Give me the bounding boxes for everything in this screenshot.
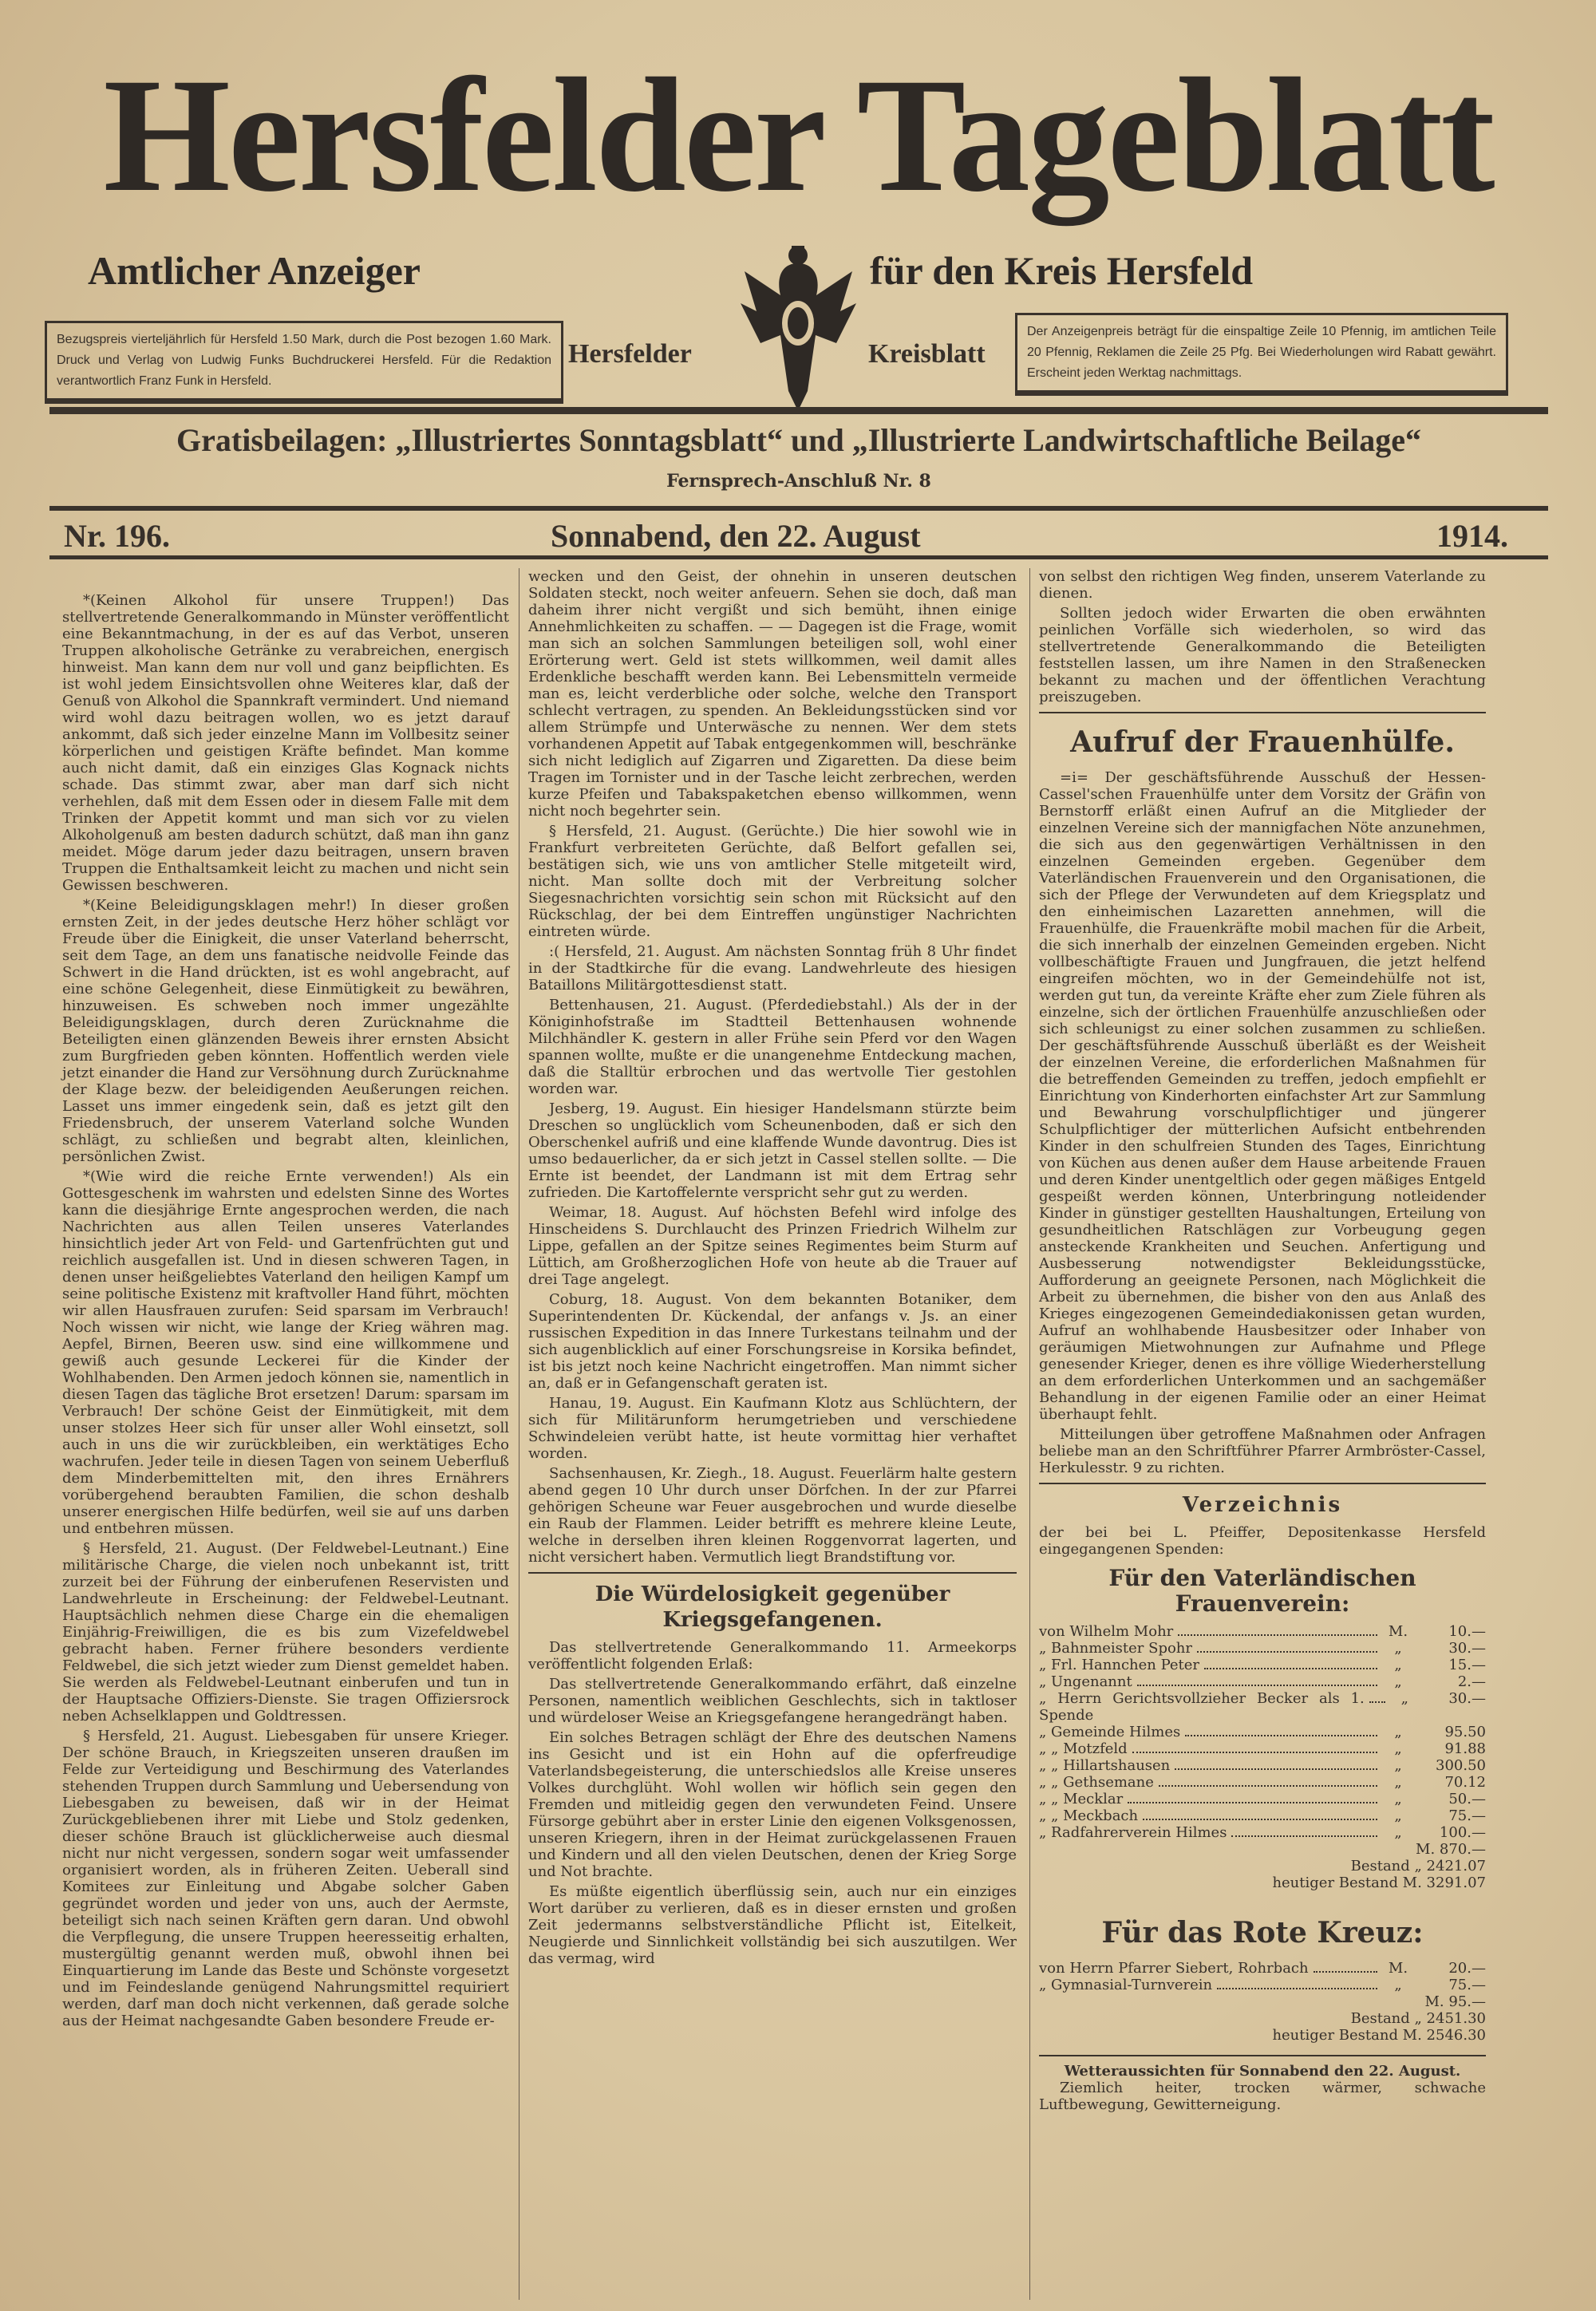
dot-leader (1132, 1752, 1377, 1753)
article-paragraph: Ein solches Betragen schlägt der Ehre des deutschen Namens ins Gesicht und ist ein Hohn auf die opferfreudige Vaterlandsbegeisterung, die unterschiedslos alle Kreise unseres Volkes durchglüht. Wohl wollen wir höflich sein gegen den Fremden und mitleidig gegen den verwundeten Feind. Unsere Fürsorge gebührt aber in erster Linie den eigenen Volksgenossen, unseren Kriegern, ihren in der Heimat zurückgelassenen Frauen und Kindern und all den vielen Deutschen, denen der Krieg Sorge und Not brachte. (528, 1729, 1017, 1880)
currency: „ (1394, 1757, 1402, 1774)
frauenverein-title: Für den Vaterländischen Frauenverein: (1108, 1565, 1416, 1617)
dot-leader (1137, 1685, 1377, 1686)
dateline-bottom-rule (49, 555, 1548, 559)
donor-name: „ Gymnasial-Turnverein (1039, 1977, 1213, 1993)
dot-leader (1204, 1668, 1377, 1669)
donation-amount: 91.88 (1444, 1740, 1486, 1757)
subscription-info-box: Bezugspreis vierteljährlich für Hersfeld 1.50 Mark, durch die Post bezogen 1.60 Mark. Druck und Verlag von Ludwig Funks Buchdruckerei Hersfeld. Für die Redaktion verantwortlich Franz Funk in Hersfeld. (45, 321, 563, 401)
news-item: Coburg, 18. August. Von dem bekannten Botaniker, dem Superintendenten Dr. Kückendal, der anfangs v. Js. an einer russischen Expedition in das Innere Turkestans teilnahm und der sich augenblicklich auf einer Forschungsreise in Korsika befindet, ist bis jetzt noch keine Nachricht eingetroffen. Man nimmt sicher an, daß er in Gefangenschaft geraten ist. (528, 1291, 1017, 1392)
donation-amount: 30.— (1448, 1640, 1486, 1657)
article-insult-lawsuits: *(Keine Beleidigungsklagen mehr!) In dieser großen ernsten Zeit, in der jedes deutsche Herz höher schlägt vor Freude über die Einigkeit, die unser Vaterland beherrscht, seit dem Tage, an dem uns fanatische neidvolle Feinde das Schwert in die Hand drückten, ist es wohl angebracht, auf eine schöne Gelegenheit, diese Einmütigkeit zu bewähren, hinzuweisen. Es schweben noch immer ungezählte Beleidigungsklagen, durch deren Zurücknahme die Beteiligten einen glänzenden Beweis ihrer ernsten Absicht zum Burgfrieden geben könnten. Hoffentlich werden viele jetzt einander die Hand zur Versöhnung durch Zurücknahme der Klage bezw. der beleidigenden Aeußerungen reichen. Lasset uns immer eingedenk sein, daß es jetzt gilt den Friedensbruch, der unserem Vaterland solche Wunden schlägt, zu schließen und begrabt alten, kleinlichen, persönlichen Zwist. (62, 897, 509, 1165)
donor-name: „ Frl. Hannchen Peter (1039, 1657, 1200, 1673)
dot-leader (1175, 1768, 1377, 1770)
donor-name: „ Radfahrerverein Hilmes (1039, 1824, 1227, 1841)
donation-row (1039, 1740, 1486, 1757)
donor-name: „ „ Gethsemane (1039, 1774, 1154, 1791)
masthead-divider (49, 407, 1548, 414)
dot-leader (1314, 1971, 1377, 1973)
news-item: Jesberg, 19. August. Ein hiesiger Handelsmann stürzte beim Dreschen so unglücklich vom Scheunenboden, daß er sich den Oberschenkel aufriß und eine klaffende Wunde davontrug. Dies ist umso bedauerlicher, da er sich jetzt in Cassel stellen sollte. — Die Ernte ist beendet, der Landmann ist mit dem Ertrag sehr zufrieden. Die Kartoffelernte verspricht sehr gut zu werden. (528, 1100, 1017, 1201)
currency: „ (1394, 1774, 1402, 1791)
appeal-paragraph: =i= Der geschäftsführende Ausschuß der Hessen-Cassel'schen Frauenhülfe unter dem Vorsitz der Gräfin von Bernstorff erläßt einen Aufruf an die Mitglieder der einzelnen Vereine sich der mannigfachen Nöte anzunehmen, die sich aus den gegenwärtigen Verhältnissen in den einzelnen Gemeinden ergeben. Gegenüber dem Vaterländischen Frauenverein und den Organisationen, die sich der Pflege der Verwundeten auf dem Kriegsplatz und den einheimischen Lazaretten annehmen, will die Frauenhülfe, die Frauenkräfte mobil machen für die Arbeit, die sich innerhalb der einzelnen Gemeinden ergeben. Nicht vollbeschäftigte Frauen und Jungfrauen, die jetzt helfend eingreifen möchten, wo in der Gemeindehülfe not ist, werden gut tun, da vereinte Kräfte eher zum Ziele führen als einzelne, sich der örtlichen Frauenhülfe anzuschließen oder sich schleunigst zu einer solchen zusammen zu schließen. Der geschäftsführende Ausschuß überläßt es der Weisheit der einzelnen Vereine, die erforderlichen Maßnahmen für die betreffenden Gemeinden zu treffen, jedoch empfiehlt er Einrichtung von Kinderhorten einfachster Art zur Sammlung und Bewahrung vorschulpflichtiger und jüngerer Schulpflichtiger der mütterlichen Aufsicht entbehrenden Kinder in den schulfreien Stunden des Tages, Einrichtung von Küchen aus denen außer dem Hause arbeitende Frauen und deren Kinder unentgeltlich oder gegen mäßiges Entgeld gespeißt werden können, Unterbringung notleidender Kinder in günstiger gestellten Haushaltungen, Erteilung von gesundheitlichen Ratschlägen zur Vorbeugung gegen ansteckende Krankheiten und Seuchen. Anfertigung und Ausbesserung notwendigster Bekleidungsstücke, Aufforderung an geeignete Personen, nach Möglichkeit die Arbeit zu übernehmen, die bisher von den aus Anlaß des Krieges eingezogenen Gemeindediakonissen getan wurden, Aufruf an wohlhabende Hausbesitzer oder Inhaber von geräumigen Mietwohnungen zur Aufnahme und Pflege genesender Krieger, denen es ihre völlige Wiederherstellung an dem erforderlichen Unterkommen und an sachgemäßer Behandlung in der eigenen Familie oder an einer Heimat überhaupt fehlt. (1039, 769, 1486, 1423)
donor-name: „ Ungenannt (1039, 1673, 1132, 1690)
frauenverein-donation-list (1039, 1623, 1486, 1841)
news-item: Hanau, 19. August. Ein Kaufmann Klotz aus Schlüchtern, der sich für Militärunform herumgetrieben und verschiedene Schwindeleien verübt hatte, ist heute vormittag hier verhaftet worden. (528, 1395, 1017, 1462)
donor-name: von Wilhelm Mohr (1039, 1623, 1174, 1640)
currency: „ (1394, 1977, 1402, 1993)
donation-row (1039, 1673, 1486, 1690)
phone-line: Fernsprech-Anschluß Nr. 8 (666, 471, 931, 492)
donor-name: „ „ Mecklar (1039, 1791, 1124, 1807)
donation-row (1039, 1791, 1486, 1807)
article-paragraph: Das stellvertretende Generalkommando erfährt, daß einzelne Personen, namentlich weiblichen Geschlechts, sich in taktloser und würdeloser Weise an Kriegsgefangene herangedrängt haben. (528, 1676, 1017, 1726)
donor-name: „ „ Motzfeld (1039, 1740, 1128, 1757)
donor-name: „ Gemeinde Hilmes (1039, 1724, 1181, 1740)
section-rule (1039, 1483, 1486, 1484)
donation-amount: 300.50 (1436, 1757, 1486, 1774)
donation-row (1039, 1690, 1486, 1724)
dot-leader (1197, 1651, 1377, 1653)
emblem-label-right: Kreisblatt (868, 339, 986, 369)
dot-leader (1159, 1785, 1377, 1787)
issue-year: 1914. (1436, 518, 1508, 554)
news-item: § Hersfeld, 21. August. (Gerüchte.) Die hier sowohl wie in Frankfurt verbreiteten Gerüchte, daß Belfort gefallen sei, bestätigen sich, wie uns von amtlicher Stelle mitgeteilt wird, nicht. Man sollte doch mit der Verbreitung solcher Siegesnachrichten vorsichtig sein schon mit Rücksicht auf den Rückschlag, der bei dem Eintreffen ungünstiger Nachrichten eintreten würde. (528, 823, 1017, 940)
donation-list-title: Verzeichnis (1182, 1493, 1343, 1517)
news-item: :( Hersfeld, 21. August. Am nächsten Sonntag früh 8 Uhr findet in der Stadtkirche für die evang. Landwehrleute des hiesigen Bataillons Militärgottesdienst statt. (528, 943, 1017, 994)
subtitle-left: Amtlicher Anzeiger (88, 248, 421, 293)
news-item: Bettenhausen, 21. August. (Pferdediebstahl.) Als der in der Königinhofstraße im Stadtteil Bettenhausen wohnende Milchhändler K. gestern in aller Frühe sein Pferd vor den Wagen spannen wollte, mußte er die unangenehme Entdeckung machen, daß die Stalltür erbrochen und das wertvolle Tier gestohlen worden war. (528, 997, 1017, 1097)
dot-leader (1128, 1802, 1377, 1803)
newspaper-title: Hersfelder Tageblatt (103, 45, 1493, 226)
dot-leader (1178, 1634, 1377, 1636)
weather-forecast: Ziemlich heiter, trocken wärmer, schwache Luftbewegung, Gewitterneigung. (1039, 2080, 1486, 2113)
donation-row (1039, 1807, 1486, 1824)
dot-leader (1231, 1835, 1377, 1837)
currency: „ (1400, 1690, 1408, 1707)
currency: „ (1394, 1724, 1402, 1740)
donation-amount: 30.— (1448, 1690, 1486, 1707)
issue-number: Nr. 196. (64, 518, 170, 554)
column-3 (1039, 568, 1486, 2116)
imperial-eagle-icon (733, 239, 864, 415)
appeal-title: Aufruf der Frauenhülfe. (1070, 725, 1455, 759)
frauenverein-previous-balance: Bestand „ 2421.07 (1350, 1858, 1486, 1874)
donation-row (1039, 1757, 1486, 1774)
article-continuation: von selbst den richtigen Weg finden, unserem Vaterlande zu dienen. (1039, 568, 1486, 602)
donor-name: von Herrn Pfarrer Siebert, Rohrbach (1039, 1960, 1309, 1977)
dot-leader (1185, 1735, 1377, 1736)
news-item: Sachsenhausen, Kr. Ziegh., 18. August. Feuerlärm halte gestern abend gegen 10 Uhr durch unser Dörfchen. In der zur Pfarrei gehörigen Scheune war Feuer ausgebrochen und wurde dieselbe ein Raub der Flammen. Leider betrifft es mehrere kleine Leute, welche in derselben ihren kleinen Roggenvorrat lagerten, und nicht versichert haben. Vermutlich liegt Brandstiftung vor. (528, 1465, 1017, 1566)
donation-row (1039, 1774, 1486, 1791)
currency: „ (1394, 1824, 1402, 1841)
currency: „ (1394, 1740, 1402, 1757)
section-rule (1039, 2055, 1486, 2056)
red-cross-total: M. 95.— (1424, 1993, 1486, 2010)
currency: M. (1388, 1960, 1408, 1977)
advertising-info-box: Der Anzeigenpreis beträgt für die einspaltige Zeile 10 Pfennig, im amtlichen Teile 20 Pfennig, Reklamen die Zeile 25 Pfg. Bei Wiederholungen wird Rabatt gewährt. Erscheint jeden Werktag nachmittags. (1015, 313, 1508, 393)
dot-leader (1217, 1988, 1377, 1989)
dot-leader (1369, 1701, 1385, 1703)
appeal-paragraph: Mitteilungen über getroffene Maßnahmen oder Anfragen beliebe man an den Schriftführer Pfarrer Armbröster-Cassel, Herkulesstr. 9 zu richten. (1039, 1426, 1486, 1476)
newspaper-masthead (32, 40, 1564, 231)
issue-date: Sonnabend, den 22. August (551, 518, 921, 554)
donor-name: „ „ Hillartshausen (1039, 1757, 1171, 1774)
weather-title: Wetteraussichten für Sonnabend den 22. August. (1064, 2063, 1461, 2080)
subtitle-right: für den Kreis Hersfeld (870, 248, 1254, 293)
article-alcohol: *(Keinen Alkohol für unsere Truppen!) Das stellvertretende Generalkommando in Münster veröffentlicht eine Bekanntmachung, in der es auf das Verbot, unseren Truppen alkoholische Getränke zu verabreichen, energisch hinweist. Man kann dem nur voll und ganz beipflichten. Es ist wohl jedem Einsichtsvollen ohne Weiteres klar, daß der Genuß von Alkohol die Spannkraft vermindert. Und niemand wird wohl dazu beitragen wollen, wo es jetzt darauf ankommt, daß sich jeder einzelne Mann im Vollbesitz seiner körperlichen und geistigen Kräfte befindet. Man komme auch nicht damit, daß ein einziges Glas Kognack nichts schade. Das stimmt zwar, aber man darf sich nicht verhehlen, daß mit dem Essen oder in diesem Falle mit dem Trinken der Appetit kommt und man sich vor zu vielen Alkoholgenuß am besten dadurch schützt, daß man ihn ganz meidet. Möge darum jeder dazu beitragen, unsern braven Truppen die Enthaltsamkeit leicht zu machen und nicht sein Gewissen beschweren. (62, 592, 509, 894)
column-1 (62, 568, 509, 2032)
red-cross-title: Für das Rote Kreuz: (1101, 1916, 1424, 1950)
article-paragraph: Das stellvertretende Generalkommando 11. Armeekorps veröffentlicht folgenden Erlaß: (528, 1639, 1017, 1673)
dot-leader (1143, 1819, 1377, 1820)
donation-amount: 95.50 (1444, 1724, 1486, 1740)
donation-amount: 100.— (1439, 1824, 1486, 1841)
red-cross-donation-list (1039, 1960, 1486, 1993)
donation-row (1039, 1724, 1486, 1740)
frauenverein-current-balance: heutiger Bestand M. 3291.07 (1272, 1874, 1486, 1891)
donation-row (1039, 1960, 1486, 1977)
donation-amount: 2.— (1457, 1673, 1486, 1690)
article-liebesgaben: § Hersfeld, 21. August. Liebesgaben für unsere Krieger. Der schöne Brauch, in Kriegszeiten unseren draußen im Felde zur Verteidigung und Beschirmung des Vaterlandes stehenden Truppen durch Sammlung und Uebersendung von Liebesgaben zu beweisen, daß wir in der Heimat Zurückgebliebenen ihrer mit Liebe und Stolz gedenken, dieser schöne Brauch ist glücklicherweise auch diesmal nicht nur nicht vergessen, sondern sogar weit umfassender organisiert worden, als in früheren Zeiten. Ueberall sind Komitees zur Einleitung und Abgabe solcher Gaben gegründet worden und jeder von uns, auch der Aermste, beteiligt sich nach seinen Kräften gern daran. Und obwohl die Verpflegung, die unsere Truppen heeresseitig erhalten, mustergültig genannt werden muß, obwohl ihnen bei Einquartierung im Lande das Beste und Schönste vorgesetzt und im Feindeslande genügend Nahrungsmittel requiriert werden, darf man doch nicht verkennen, daß gerade solche aus der Heimat nachgesandte Gaben besondere Freude er- (62, 1728, 509, 2029)
donation-row (1039, 1623, 1486, 1640)
column-divider (1029, 568, 1030, 2300)
donation-amount: 70.12 (1444, 1774, 1486, 1791)
donation-row (1039, 1977, 1486, 1993)
currency: „ (1394, 1791, 1402, 1807)
donation-amount: 50.— (1448, 1791, 1486, 1807)
article-feldwebel-leutnant: § Hersfeld, 21. August. (Der Feldwebel-Leutnant.) Eine militärische Charge, die vielen noch unbekannt ist, tritt zurzeit bei der Führung der einberufenen Reservisten und Landwehrleute in Erscheinung: der Feldwebel-Leutnant. Hauptsächlich nehmen diese Charge ein die ehemaligen Einjährig-Freiwilligen, die es bis zum Vizefeldwebel gebracht haben. Ferner frühere besonders verdiente Feldwebel, die sich jetzt wieder zum Dienst gemeldet haben. Sie werden als Feldwebel-Leutnant einberufen und tun in der Hauptsache Offiziers-Dienste. Sie tragen Offiziersrock neben Achselklappen und Goldtressen. (62, 1540, 509, 1724)
article-paragraph: Sollten jedoch wider Erwarten die oben erwähnten peinlichen Vorfälle sich wiederholen, so wird das stellvertretende Generalkommando die Beteiligten feststellen lassen, um ihre Namen in den Straßenecken bekannt zu machen und der öffentlichen Verachtung preiszugeben. (1039, 605, 1486, 705)
red-cross-previous-balance: Bestand „ 2451.30 (1350, 2010, 1486, 2027)
donation-amount: 75.— (1448, 1977, 1486, 1993)
donation-row (1039, 1657, 1486, 1673)
dateline-top-rule (49, 506, 1548, 511)
article-title-prisoners: Die Würdelosigkeit gegenüber Kriegsgefangenen. (595, 1582, 950, 1632)
emblem-label-left: Hersfelder (568, 339, 692, 369)
article-harvest: *(Wie wird die reiche Ernte verwenden!) Als ein Gottesgeschenk im wahrsten und edelsten Sinne des Wortes kann die diesjährige Ernte angesprochen werden, die nach Nachrichten aus allen Teilen unseres Vaterlandes hinsichtlich jeder Art von Feld- und Gartenfrüchten gut und reichlich ausgefallen ist. Und in diesen schweren Tagen, in denen unser heißgeliebtes Vaterland den heiligen Kampf um seine politische Existenz mit kraftvoller Hand führt, möchten wir allen Hausfrauen zurufen: Seid sparsam im Verbrauch! Noch wissen wir nicht, wie lange der Krieg währen mag. Aepfel, Birnen, Beeren usw. sind eine willkommene und gewiß auch gesunde Leckerei für die Kinder der Wohlhabenden. Den Armen jedoch können sie, namentlich in diesen Tagen das tägliche Brot ersetzen! Darum: sparsam im Verbrauch! Der schöne Geist der Einmütigkeit, mit dem unser stolzes Heer sich für unser aller Wohl einsetzt, soll auch in uns die wir zurückbleiben, ein werktätiges Echo wachrufen. Jeder teile in diesen Tagen von seinem Ueberfluß dem Minderbemittelten mit, den ihres Ernährers vorübergehend beraubten Familien, die schon deshalb unserer energischen Hilfe bedürfen, weil sie auf uns darben und entbehren müssen. (62, 1168, 509, 1537)
column-2 (528, 568, 1017, 1970)
currency: M. (1388, 1623, 1408, 1640)
donation-amount: 15.— (1448, 1657, 1486, 1673)
article-paragraph: Es müßte eigentlich überflüssig sein, auch nur ein einziges Wort darüber zu verlieren, daß es in dieser ernsten und großen Zeit jedermanns selbstverständliche Pflicht ist, Eitelkeit, Neugierde und Sinnlichkeit vollständig bei sich auszutilgen. Wer das vermag, wird (528, 1883, 1017, 1967)
donor-name: „ Bahnmeister Spohr (1039, 1640, 1193, 1657)
red-cross-current-balance: heutiger Bestand M. 2546.30 (1272, 2027, 1486, 2044)
supplements-line: Gratisbeilagen: „Illustriertes Sonntagsblatt“ und „Illustrierte Landwirtschaftliche Beilage“ (176, 422, 1421, 458)
donor-name: „ Herrn Gerichtsvollzieher Becker als 1. Spende (1039, 1690, 1365, 1724)
section-rule (528, 1572, 1017, 1574)
currency: „ (1394, 1807, 1402, 1824)
currency: „ (1394, 1640, 1402, 1657)
currency: „ (1394, 1673, 1402, 1690)
section-rule (1039, 712, 1486, 713)
article-continuation: wecken und den Geist, der ohnehin in unseren deutschen Soldaten steckt, noch weiter anfeuern. Sehen sie doch, daß man daheim ihrer nicht vergißt und sich bemüht, ihnen einige Annehmlichkeiten zu schaffen. — — Dagegen ist die Frage, womit man sich an solchen Sammlungen beteiligen soll, wohl einer Erörterung wert. Geld ist stets willkommen, weil damit alles Erdenkliche beschafft werden kann. Bei Lebensmitteln vermeide man es, leicht verderbliche oder solche, welche den Transport schlecht vertragen, zu spenden. An Bekleidungsstücken sind vor allem Strümpfe und Unterwäsche zu nennen. Wer dem stets vorhandenen Appetit auf Tabak entgegenkommen will, beschränke sich nicht lediglich auf Zigarren und Zigaretten. Da diese beim Tragen im Tornister und in der Tasche leicht zerbrechen, werden kurze Pfeifen und Tabakspaketchen ebenso willkommen, wenn nicht noch begehrter sein. (528, 568, 1017, 820)
donation-amount: 75.— (1448, 1807, 1486, 1824)
frauenverein-total: M. 870.— (1416, 1841, 1486, 1858)
currency: „ (1394, 1657, 1402, 1673)
donation-row (1039, 1824, 1486, 1841)
donor-name: „ „ Meckbach (1039, 1807, 1139, 1824)
donation-amount: 20.— (1448, 1960, 1486, 1977)
news-item: Weimar, 18. August. Auf höchsten Befehl wird infolge des Hinscheidens S. Durchlaucht des Prinzen Friedrich Wilhelm zur Lippe, gefallen an der Spitze seines Regimentes beim Sturm auf Lüttich, am Großherzoglichen Hofe von heute ab die Trauer auf drei Tage angelegt. (528, 1204, 1017, 1288)
donation-amount: 10.— (1448, 1623, 1486, 1640)
donation-list-intro: der bei bei L. Pfeiffer, Depositenkasse Hersfeld eingegangenen Spenden: (1039, 1524, 1486, 1558)
donation-row (1039, 1640, 1486, 1657)
